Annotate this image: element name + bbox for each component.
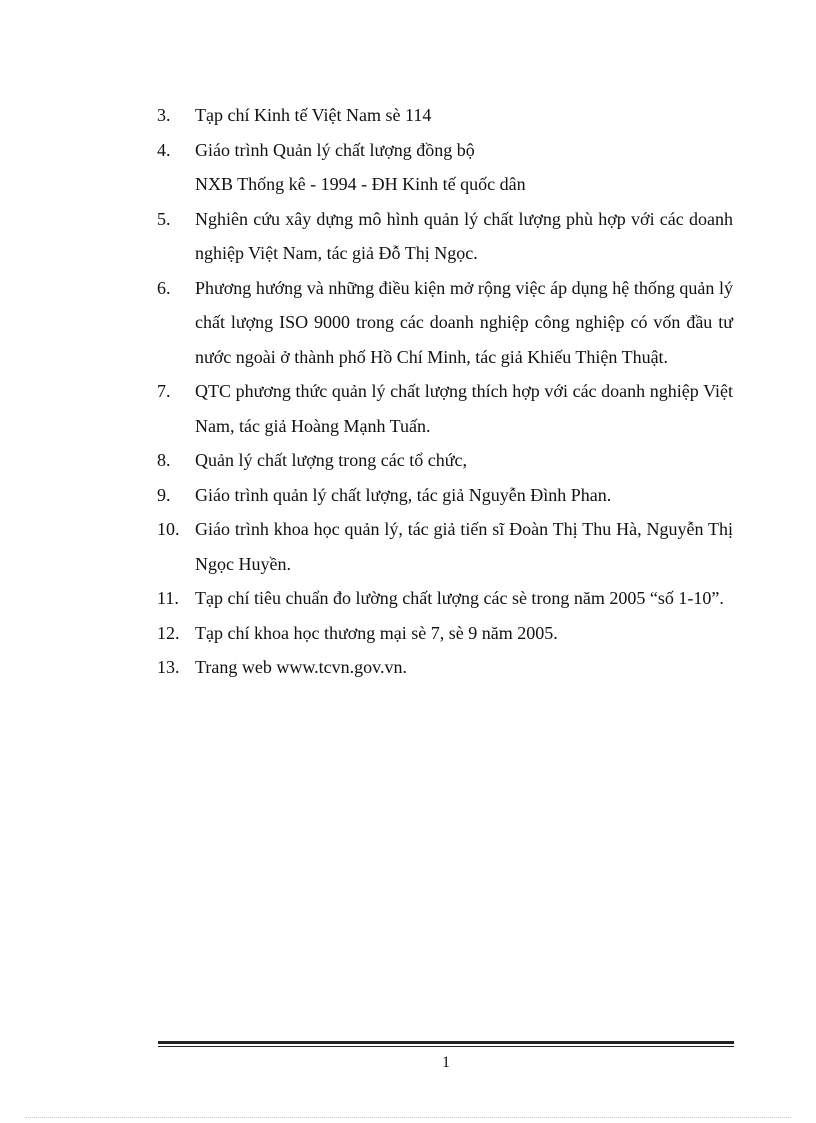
reference-text: QTC phương thức quản lý chất lượng thích hợp với các doanh nghiệp Việt Nam, tác giả Hoàng Mạnh Tuấn.: [195, 381, 733, 436]
reference-item-11: [157, 581, 733, 616]
page-number: 1: [442, 1054, 450, 1071]
reference-item-4: [157, 133, 733, 202]
reference-text: Tạp chí Kinh tế Việt Nam sè 114: [195, 105, 432, 125]
reference-text: Phương hướng và những điều kiện mở rộng việc áp dụng hệ thống quản lý chất lượng ISO 9000 trong các doanh nghiệp công nghiệp có vốn đầu tư nước ngoài ở thành phố Hồ Chí Minh, tác giả Khiếu Thiện Thuật.: [195, 277, 733, 367]
reference-number: 10.: [157, 519, 180, 539]
reference-list: [157, 98, 733, 685]
reference-text: [195, 133, 733, 202]
reference-number: 6.: [157, 277, 171, 298]
reference-item-7: [157, 374, 733, 443]
reference-number: 4.: [157, 139, 171, 160]
reference-number: 5.: [157, 208, 171, 229]
reference-item-5: [157, 202, 733, 271]
reference-item-6: [157, 271, 733, 375]
reference-text: Trang web www.tcvn.gov.vn.: [195, 657, 407, 677]
reference-publisher: NXB Thống kê - 1994 - ĐH Kinh tế quốc dân: [195, 174, 526, 194]
reference-item-9: [157, 478, 733, 513]
reference-number: 11.: [157, 588, 179, 608]
reference-number: 7.: [157, 381, 171, 401]
page-bottom-edge: [25, 1117, 791, 1118]
reference-item-13: [157, 650, 733, 685]
reference-item-10: [157, 512, 733, 581]
reference-number: 9.: [157, 484, 171, 505]
reference-item-3: [157, 98, 733, 133]
reference-text: Tạp chí tiêu chuẩn đo lường chất lượng các sè trong năm 2005 “số 1-10”.: [195, 588, 724, 608]
reference-number: 13.: [157, 657, 180, 677]
reference-title: Giáo trình Quản lý chất lượng đồng bộ: [195, 139, 475, 160]
reference-number: 8.: [157, 450, 171, 470]
reference-item-12: [157, 616, 733, 651]
reference-text: Tạp chí khoa học thương mại sè 7, sè 9 năm 2005.: [195, 622, 558, 643]
reference-text: Quản lý chất lượng trong các tổ chức,: [195, 450, 467, 470]
footer-divider: [158, 1041, 734, 1044]
footer-divider-thin: [158, 1046, 734, 1047]
reference-text: Giáo trình quản lý chất lượng, tác giả Nguyễn Đình Phan.: [195, 484, 612, 505]
reference-item-8: [157, 443, 733, 478]
reference-number: 12.: [157, 622, 180, 643]
reference-text: Nghiên cứu xây dựng mô hình quản lý chất lượng phù hợp với các doanh nghiệp Việt Nam, tác giả Đỗ Thị Ngọc.: [195, 208, 733, 263]
reference-number: 3.: [157, 105, 171, 125]
reference-text: Giáo trình khoa học quản lý, tác giả tiến sĩ Đoàn Thị Thu Hà, Nguyễn Thị Ngọc Huyền.: [195, 519, 733, 574]
